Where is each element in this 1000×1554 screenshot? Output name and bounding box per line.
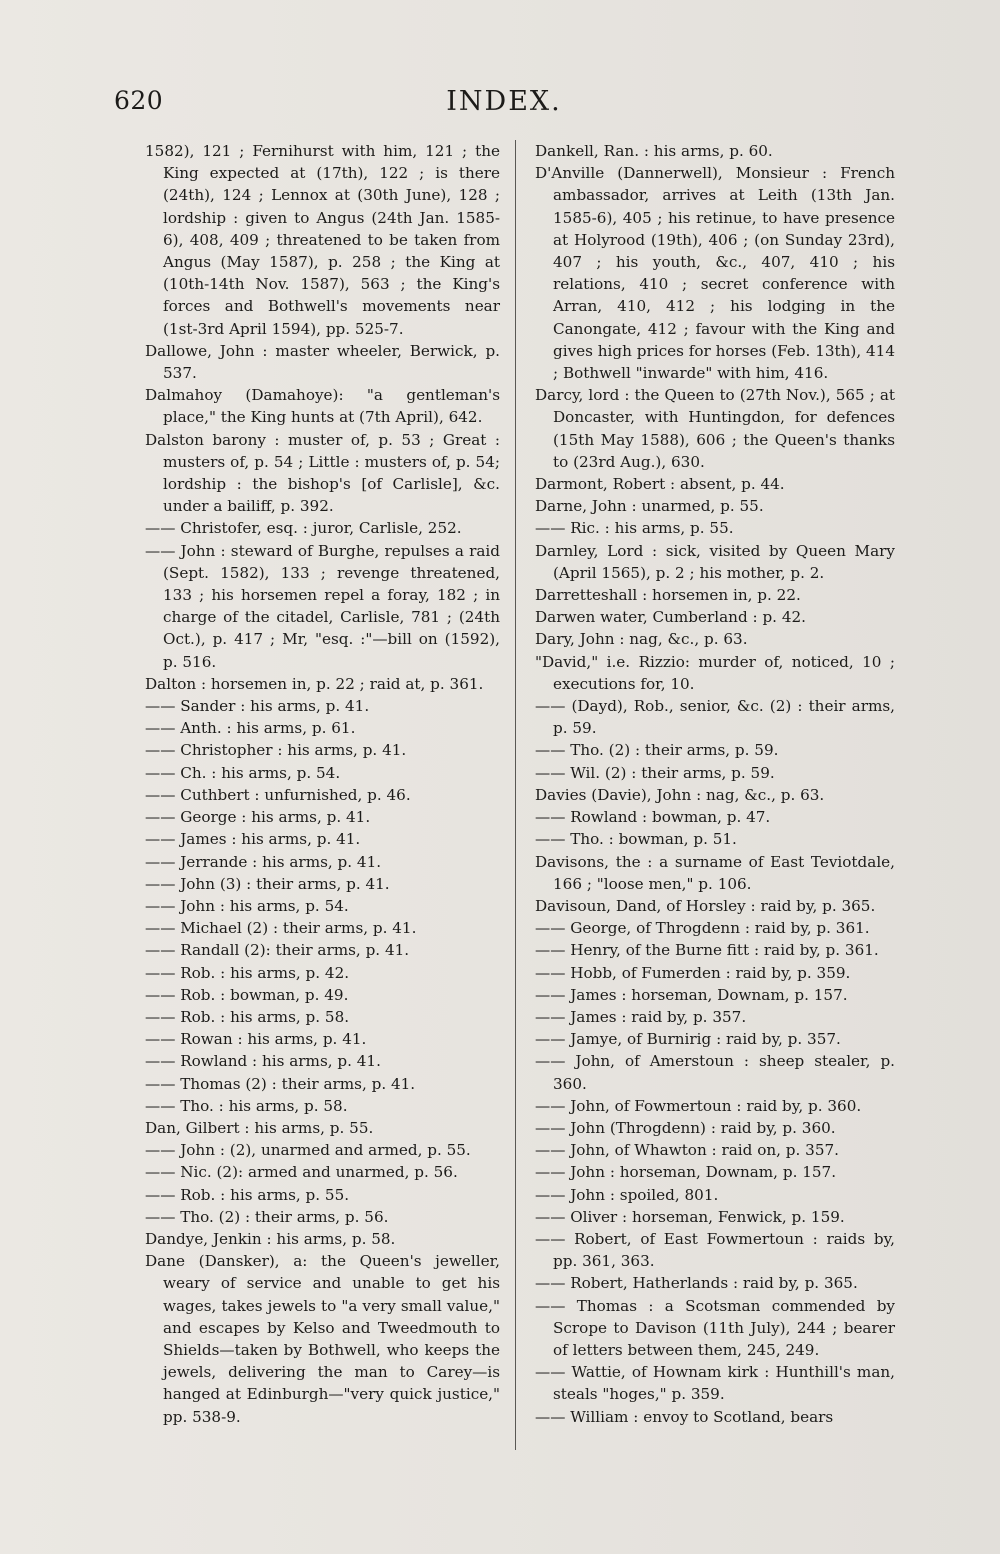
- left-column: [145, 140, 500, 1428]
- index-entry: Darcy, lord : the Queen to (27th Nov.), 565 ; at Doncaster, with Huntingdon, for defences (15th May 1588), 606 ; the Queen's thanks to (23rd Aug.), 630.: [535, 386, 895, 471]
- index-entry: —— Rob. : his arms, p. 55.: [145, 1185, 350, 1204]
- page-title: INDEX.: [446, 86, 562, 117]
- index-entry: —— Robert, of East Fowmertoun : raids by, pp. 361, 363.: [535, 1229, 895, 1271]
- index-entry: Dalmahoy (Damahoye): "a gentleman's place," the King hunts at (7th April), 642.: [145, 386, 500, 427]
- index-entry: —— Christopher : his arms, p. 41.: [145, 741, 407, 760]
- index-entry: 1582), 121 ; Fernihurst with him, 121 ; the King expected at (17th), 122 ; is there (24th), 124 ; Lennox at (30th June), 128 ; lordship : given to Angus (24th Jan. 1585-6), 408, 409 ; threatened to be taken from Angus (May 1587), p. 258 ; the King at (10th-14th Nov. 1587), 563 ; the King's forces and Bothwell's movements near (1st-3rd April 1594), pp. 525-7.: [145, 142, 500, 338]
- index-entry: Dankell, Ran. : his arms, p. 60.: [535, 142, 773, 160]
- index-entry: —— Tho. : his arms, p. 58.: [145, 1096, 348, 1115]
- index-entry: —— Tho. : bowman, p. 51.: [535, 830, 737, 849]
- index-entry: —— Rowland : bowman, p. 47.: [535, 808, 771, 827]
- index-entry: —— Nic. (2): armed and unarmed, p. 56.: [145, 1163, 458, 1182]
- index-entry: —— Robert, Hatherlands : raid by, p. 365.: [535, 1274, 858, 1293]
- index-entry: —— Ch. : his arms, p. 54.: [145, 763, 341, 782]
- index-entry: —— Sander : his arms, p. 41.: [145, 697, 370, 716]
- index-entry: —— Hobb, of Fumerden : raid by, p. 359.: [535, 963, 851, 982]
- index-entry: —— William : envoy to Scotland, bears: [535, 1407, 834, 1426]
- index-entry: —— John (3) : their arms, p. 41.: [145, 874, 390, 893]
- index-entry: D'Anville (Dannerwell), Monsieur : French ambassador, arrives at Leith (13th Jan. 1585-6), 405 ; his retinue, to have presence at Holyrood (19th), 406 ; (on Sunday 23rd), 407 ; his youth, &c., 407, 410 ; his relations, 410 ; secret conference with Arran, 410, 412 ; his lodging in the Canongate, 412 ; favour with the King and gives high prices for horses (Feb. 13th), 414 ; Bothwell "inwarde" with him, 416.: [535, 164, 895, 383]
- index-entry: Darne, John : unarmed, p. 55.: [535, 497, 764, 516]
- index-entry: —— John : (2), unarmed and armed, p. 55.: [145, 1141, 471, 1160]
- index-entry: Davisoun, Dand, of Horsley : raid by, p. 365.: [535, 896, 876, 915]
- index-entry: —— Christofer, esq. : juror, Carlisle, 252.: [145, 519, 462, 538]
- index-entry: —— John (Throgdenn) : raid by, p. 360.: [535, 1118, 836, 1137]
- index-entry: Darnley, Lord : sick, visited by Queen Mary (April 1565), p. 2 ; his mother, p. 2.: [535, 541, 895, 582]
- right-column: [535, 140, 895, 1428]
- index-entry: —— Michael (2) : their arms, p. 41.: [145, 919, 417, 938]
- index-entry: —— Wattie, of Hownam kirk : Hunthill's man, steals "hoges," p. 359.: [535, 1363, 895, 1404]
- index-entry: —— John : steward of Burghe, repulses a raid (Sept. 1582), 133 ; revenge threatened, 133 ; his horsemen repel a foray, 182 ; in charge of the citadel, Carlisle, 781 ; (24th Oct.), p. 417 ; Mr, "esq. :"—bill on (1592), p. 516.: [145, 541, 500, 671]
- index-entry: —— Rob. : bowman, p. 49.: [145, 985, 349, 1004]
- index-entry: —— James : his arms, p. 41.: [145, 830, 361, 849]
- index-entry: —— Cuthbert : unfurnished, p. 46.: [145, 785, 411, 804]
- index-entry: —— Rob. : his arms, p. 42.: [145, 963, 350, 982]
- index-entry: Darmont, Robert : absent, p. 44.: [535, 475, 785, 494]
- index-entry: —— Thomas : a Scotsman commended by Scrope to Davison (11th July), 244 ; bearer of letters between them, 245, 249.: [535, 1296, 895, 1359]
- index-entry: —— (Dayd), Rob., senior, &c. (2) : their arms, p. 59.: [535, 697, 895, 738]
- index-entry: Davisons, the : a surname of East Teviotdale, 166 ; "loose men," p. 106.: [535, 852, 895, 893]
- index-entry: —— Henry, of the Burne fitt : raid by, p. 361.: [535, 941, 879, 960]
- index-entry: Davies (Davie), John : nag, &c., p. 63.: [535, 785, 825, 804]
- index-entry: —— James : horseman, Downam, p. 157.: [535, 985, 848, 1004]
- index-entry: —— Thomas (2) : their arms, p. 41.: [145, 1074, 416, 1093]
- index-entry: —— George, of Throgdenn : raid by, p. 361.: [535, 919, 870, 938]
- index-entry: Dallowe, John : master wheeler, Berwick, p. 537.: [145, 341, 500, 383]
- page-number: 620: [114, 86, 164, 115]
- index-entry: Darretteshall : horsemen in, p. 22.: [535, 586, 801, 605]
- index-entry: —— John : his arms, p. 54.: [145, 896, 349, 915]
- index-entry: —— Oliver : horseman, Fenwick, p. 159.: [535, 1207, 845, 1226]
- index-entry: —— John, of Fowmertoun : raid by, p. 360.: [535, 1096, 862, 1115]
- index-entry: —— Jerrande : his arms, p. 41.: [145, 852, 382, 871]
- column-divider: [515, 140, 516, 1450]
- index-entry: —— Rowland : his arms, p. 41.: [145, 1052, 381, 1071]
- index-entry: —— Tho. (2) : their arms, p. 59.: [535, 741, 779, 760]
- index-entry: Dalton : horsemen in, p. 22 ; raid at, p. 361.: [145, 674, 484, 693]
- index-entry: —— Jamye, of Burnirig : raid by, p. 357.: [535, 1030, 841, 1049]
- index-entry: —— Wil. (2) : their arms, p. 59.: [535, 763, 775, 782]
- index-entry: Dandye, Jenkin : his arms, p. 58.: [145, 1229, 396, 1248]
- index-entry: "David," i.e. Rizzio: murder of, noticed, 10 ; executions for, 10.: [535, 652, 895, 693]
- index-entry: Dary, John : nag, &c., p. 63.: [535, 630, 748, 649]
- index-entry: —— Rob. : his arms, p. 58.: [145, 1007, 350, 1026]
- index-entry: —— John : horseman, Downam, p. 157.: [535, 1163, 837, 1182]
- index-entry: —— John, of Whawton : raid on, p. 357.: [535, 1141, 839, 1160]
- index-entry: Darwen water, Cumberland : p. 42.: [535, 608, 806, 627]
- index-entry: Dalston barony : muster of, p. 53 ; Great : musters of, p. 54 ; Little : musters of, p. 54; lordship : the bishop's [of Carlisle], &c. under a bailiff, p. 392.: [145, 430, 500, 516]
- index-entry: Dan, Gilbert : his arms, p. 55.: [145, 1118, 374, 1137]
- index-entry: —— Ric. : his arms, p. 55.: [535, 519, 734, 538]
- index-entry: —— John : spoiled, 801.: [535, 1185, 719, 1204]
- index-entry: —— Tho. (2) : their arms, p. 56.: [145, 1207, 389, 1226]
- index-entry: —— Randall (2): their arms, p. 41.: [145, 941, 410, 960]
- index-entry: —— Anth. : his arms, p. 61.: [145, 719, 356, 738]
- index-entry: Dane (Dansker), a: the Queen's jeweller, weary of service and unable to get his wages, takes jewels to "a very small value," and escapes by Kelso and Tweedmouth to Shields—taken by Bothwell, who keeps the jewels, delivering the man to Carey—is hanged at Edinburgh—"very quick justice," pp. 538-9.: [145, 1252, 500, 1426]
- index-entry: —— George : his arms, p. 41.: [145, 808, 371, 827]
- index-entry: —— Rowan : his arms, p. 41.: [145, 1030, 367, 1049]
- page-header: [114, 86, 894, 126]
- index-entry: —— James : raid by, p. 357.: [535, 1007, 747, 1026]
- index-entry: —— John, of Amerstoun : sheep stealer, p. 360.: [535, 1052, 895, 1093]
